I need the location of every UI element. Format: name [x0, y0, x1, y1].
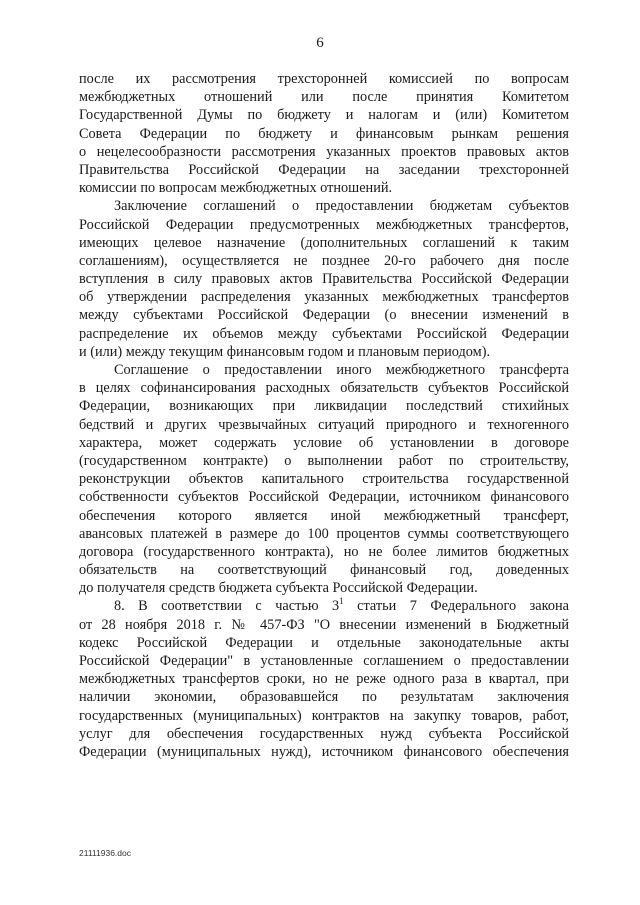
text-line: реконструкции объектов капитального строительства государственной — [79, 471, 569, 488]
text-line: от 28 ноября 2018 г. № 457-ФЗ "О внесении изменений в Бюджетный — [79, 616, 569, 633]
text-segment: 8. В соответствии с частью 3 — [114, 598, 340, 615]
text-line: Федерации (муниципальных нужд), источником финансового обеспечения — [79, 743, 569, 760]
text-line: Совета Федерации по бюджету и финансовым рынкам решения — [79, 125, 569, 142]
text-line: и (или) между текущим финансовым годом и плановым периодом). — [79, 343, 491, 360]
text-line: характера, может содержать условие об установлении в договоре — [79, 434, 569, 451]
text-line: об утверждении распределения указанных межбюджетных трансфертов — [79, 289, 569, 306]
text-line: собственности субъектов Российской Федерации, источником финансового — [79, 489, 569, 506]
text-line: межбюджетных трансфертов сроки, но не реже одного раза в квартал, при — [79, 671, 569, 688]
text-line: Российской Федерации предусмотренных межбюджетных трансфертов, — [79, 216, 569, 233]
text-line: Правительства Российской Федерации на заседании трехсторонней — [79, 161, 569, 178]
text-line: Государственной Думы по бюджету и налогам и (или) Комитетом — [79, 107, 569, 124]
document-body — [79, 70, 569, 761]
text-line: договора (государственного контракта), но не более лимитов бюджетных — [79, 543, 569, 560]
text-line: Соглашение о предоставлении иного межбюджетного трансферта — [114, 362, 569, 378]
paragraph-3 — [79, 361, 569, 597]
footer-document-code: 21111936.doc — [79, 848, 131, 858]
text-line: о нецелесообразности рассмотрения указанных проектов правовых актов — [79, 143, 569, 160]
paragraph-2 — [79, 197, 569, 361]
text-line: вступления в силу правовых актов Правительства Российской Федерации — [79, 271, 569, 288]
text-line: в целях софинансирования расходных обязательств субъектов Российской — [79, 380, 569, 397]
text-line-with-superscript — [79, 597, 569, 615]
text-line: имеющих целевое назначение (дополнительных соглашений к таким — [79, 234, 569, 251]
text-line: бедствий и других чрезвычайных ситуаций природного и техногенного — [79, 416, 569, 433]
text-line: услуг для обеспечения государственных нужд субъекта Российской — [79, 725, 569, 742]
text-line: обязательств на соответствующий финансовый год, доведенных — [79, 562, 569, 579]
text-line: Заключение соглашений о предоставлении бюджетам субъектов — [114, 198, 569, 215]
page-number: 6 — [316, 35, 324, 51]
text-line: Российской Федерации" в установленные соглашением о предоставлении — [79, 653, 569, 669]
text-line: наличии экономии, образовавшейся по результатам заключения — [79, 689, 569, 706]
text-line: обеспечения которого является иной межбюджетный трансферт, — [79, 507, 569, 524]
text-segment: статьи 7 Федерального закона — [343, 598, 569, 615]
text-line: кодекс Российской Федерации и отдельные законодательные акты — [79, 634, 569, 651]
text-line: до получателя средств бюджета субъекта Российской Федерации. — [79, 580, 478, 597]
text-line: Федерации, возникающих при ликвидации последствий стихийных — [79, 398, 569, 415]
text-line: распределение их объемов между субъектами Российской Федерации — [79, 325, 569, 342]
paragraph-4 — [79, 597, 569, 761]
text-line: соглашениям), осуществляется не позднее 20-го рабочего дня после — [79, 252, 569, 269]
text-line: (государственном контракте) о выполнении работ по строительству, — [79, 452, 569, 469]
text-line: государственных (муниципальных) контрактов на закупку товаров, работ, — [79, 707, 569, 724]
text-line: после их рассмотрения трехсторонней комиссией по вопросам — [79, 71, 569, 87]
text-line: комиссии по вопросам межбюджетных отношений. — [79, 180, 393, 197]
text-line: между субъектами Российской Федерации (о внесении изменений в — [79, 307, 569, 324]
superscript-1: 1 — [339, 596, 344, 607]
paragraph-1 — [79, 70, 569, 197]
text-line: авансовых платежей в размере до 100 процентов суммы соответствующего — [79, 525, 569, 542]
text-line: межбюджетных отношений или после принятия Комитетом — [79, 89, 569, 106]
